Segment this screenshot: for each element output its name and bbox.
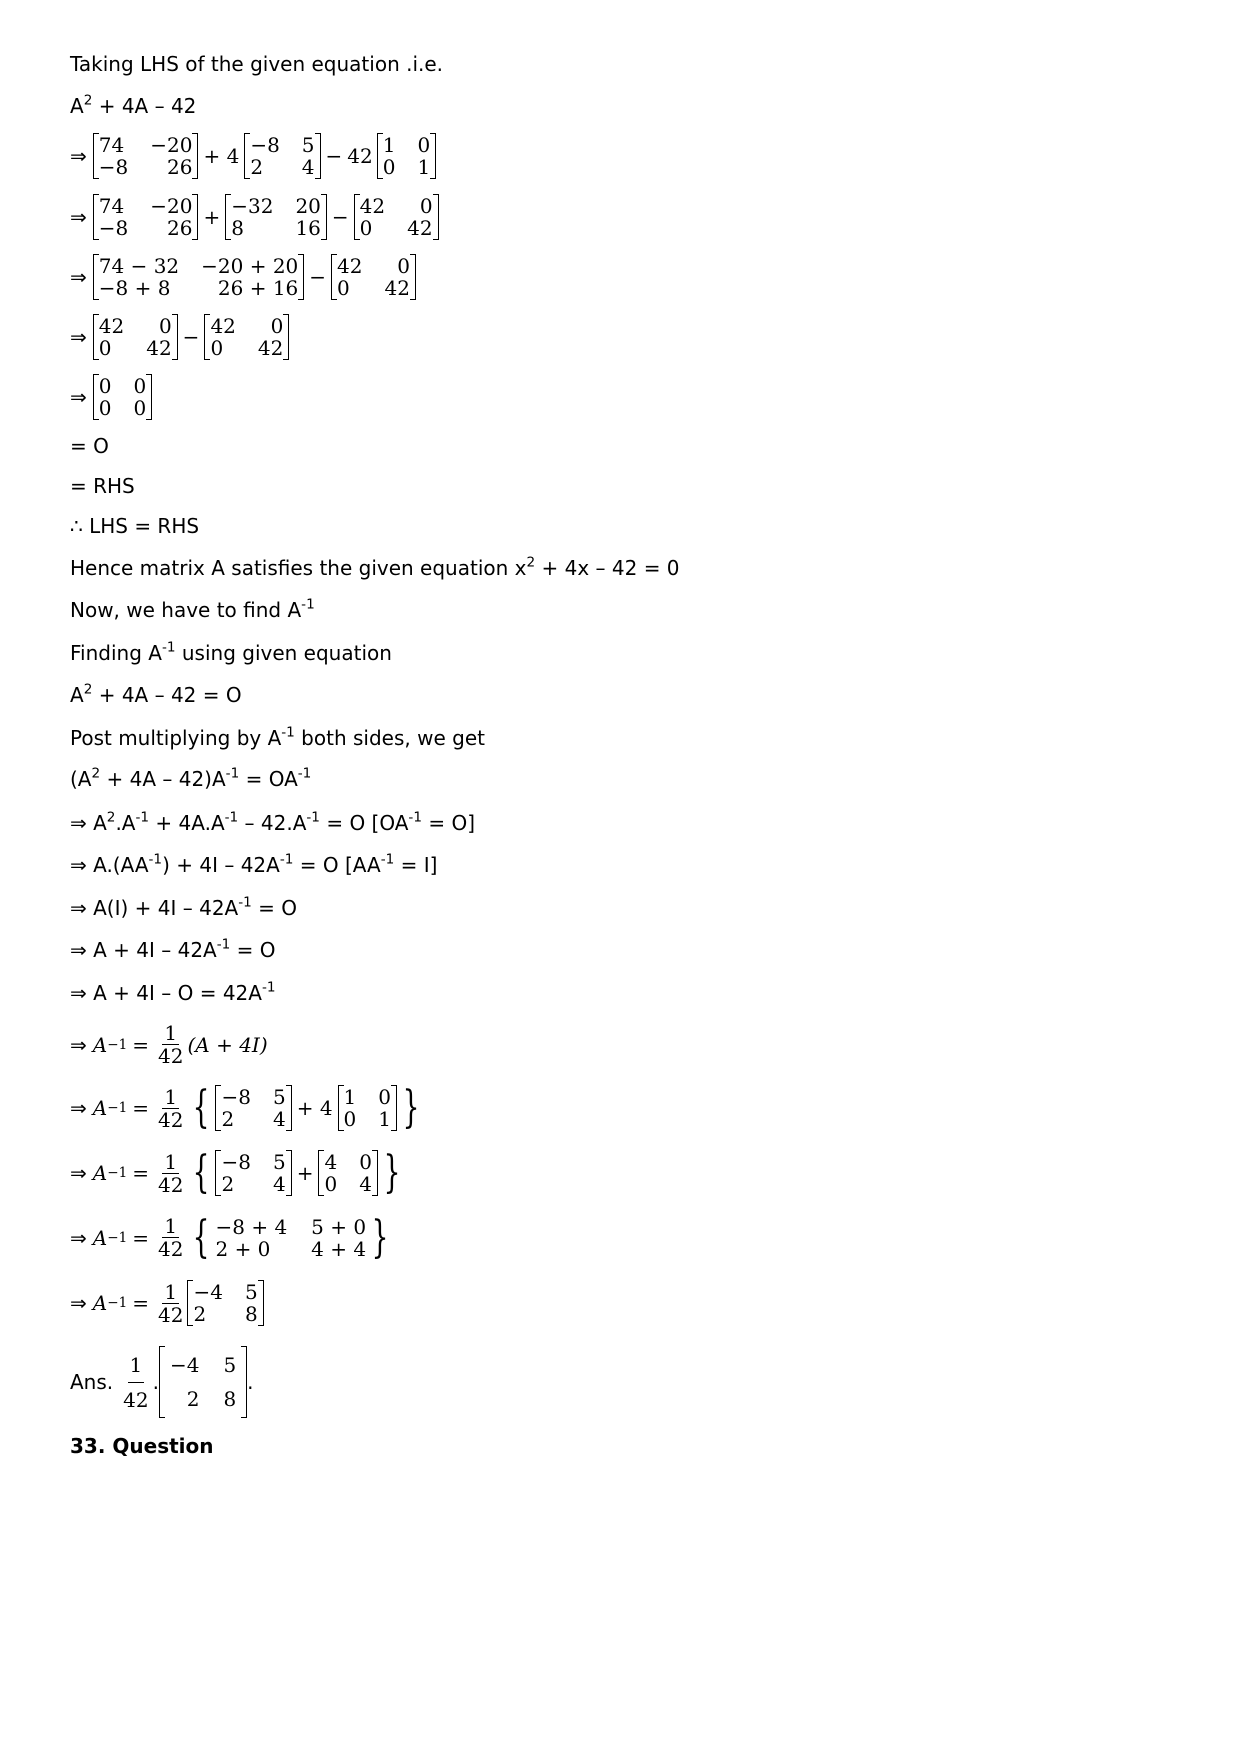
text: Finding A [70, 641, 162, 665]
matrix-cell: 42 [407, 216, 433, 240]
matrix-cell: 4 [301, 155, 315, 179]
expression: (A + 4I) [187, 1032, 268, 1057]
answer-matrix [159, 1346, 247, 1418]
product-line-4 [70, 896, 297, 920]
matrix-cell: 2 [221, 1172, 235, 1196]
text: = O] [421, 811, 476, 835]
variable-A: A [92, 1161, 108, 1185]
therefore-line [70, 514, 199, 538]
matrix-I [377, 133, 436, 179]
superscript: -1 [380, 851, 395, 868]
matrix-cell: 42 [359, 194, 386, 218]
step-3 [70, 254, 416, 300]
superscript: -1 [279, 851, 294, 868]
matrix-cell: 42 [146, 336, 172, 360]
step-4 [70, 314, 289, 360]
matrix-42I [331, 254, 416, 300]
matrix-42I [93, 314, 178, 360]
operator: = [132, 1032, 150, 1057]
matrix-cell: 2 + 0 [215, 1236, 271, 1261]
text: ∴ LHS = RHS [70, 514, 200, 538]
operator: = [132, 1161, 150, 1185]
matrix-cell: 8 [223, 1387, 237, 1411]
variable-A: A [92, 1096, 108, 1120]
text: Post multiplying by A [70, 726, 282, 750]
numerator: 1 [128, 1348, 145, 1383]
numerator: 1 [164, 1214, 178, 1238]
matrix-cell: −20 [150, 194, 193, 218]
text: ⇒ A + 4I – O = 42A [70, 981, 262, 1005]
numerator: 1 [164, 1021, 178, 1045]
implies-arrow: ⇒ [70, 325, 87, 349]
fraction [158, 1086, 183, 1131]
fraction [158, 1215, 183, 1260]
right-brace: } [383, 1147, 401, 1198]
matrix-cell: 5 [301, 133, 315, 157]
step-1 [70, 133, 436, 179]
inverse-step-2: ⇒ A −1 = $\frac{1}{42}$ { −8 5 2 4 + 4 1 0 0 1 } [70, 1082, 420, 1133]
implies-arrow: ⇒ [70, 1225, 87, 1250]
inverse-step-1: ⇒ A −1 = $\frac{1}{42}$ (A + 4I) [70, 1021, 268, 1068]
text: + 4A.A [149, 811, 225, 835]
superscript: 2 [91, 765, 101, 782]
operator: − [182, 325, 200, 349]
denominator: 42 [158, 1172, 184, 1197]
superscript: -1 [238, 894, 252, 911]
matrix-cell: 0 [419, 194, 433, 218]
implies-arrow: ⇒ [70, 1032, 87, 1057]
text: ⇒ A [70, 811, 107, 835]
implies-arrow: ⇒ [70, 1096, 87, 1120]
matrix-cell: 4 [272, 1172, 286, 1196]
matrix-cell: 2 [221, 1107, 235, 1131]
denominator: 42 [158, 1237, 184, 1261]
superscript: -1 [408, 809, 422, 826]
matrix-cell: 42 [384, 276, 410, 300]
superscript: -1 [281, 724, 295, 741]
matrix-cell: 2 [186, 1387, 200, 1411]
product-line-6 [70, 981, 276, 1005]
matrix-4A [225, 194, 327, 240]
equals-rhs-line [70, 474, 135, 498]
text: + 4A – 42 [92, 94, 197, 118]
matrix-cell: 0 [270, 314, 284, 338]
answer-line [70, 1346, 254, 1418]
question-heading [70, 1434, 214, 1458]
matrix-cell: 74 [98, 133, 125, 157]
matrix-cell: 5 [272, 1150, 286, 1174]
text: + 4A – 42)A [100, 767, 226, 791]
operator: + 4 [296, 1096, 333, 1120]
matrix-cell: 8 [231, 216, 244, 240]
step-2 [70, 194, 439, 240]
now-line [70, 598, 315, 622]
superscript: -1 [225, 765, 240, 782]
equals-o-line [70, 434, 109, 458]
numerator: 1 [164, 1279, 178, 1304]
left-brace: { [193, 1082, 210, 1133]
post-multiply-line [70, 726, 485, 750]
superscript: 2 [526, 554, 536, 571]
matrix-cell: 0 [343, 1107, 357, 1131]
matrix-cell: 1 [417, 155, 431, 179]
denominator: 42 [158, 1044, 184, 1068]
text: – 42.A [238, 811, 307, 835]
left-brace: { [193, 1147, 210, 1198]
inverse-step-3: ⇒ A −1 = $\frac{1}{42}$ { −8 5 2 4 + 4 0 0 4 } [70, 1147, 401, 1198]
intro-line [70, 52, 443, 76]
matrix-cell: 0 [210, 336, 224, 360]
matrix-cell: 4 [359, 1172, 372, 1196]
matrix-cell: −8 [98, 155, 129, 179]
matrix-cell: 74 [98, 194, 125, 218]
text: ⇒ A(I) + 4I – 42A [70, 896, 239, 920]
superscript: -1 [306, 809, 320, 826]
denominator: 42 [158, 1302, 184, 1327]
matrix-cell: 1 [343, 1085, 357, 1109]
superscript: 2 [83, 92, 93, 109]
matrix-cell: 74 − 32 [98, 254, 180, 278]
text: = I] [394, 853, 438, 877]
text: (A [70, 767, 92, 791]
text: A [70, 683, 84, 707]
text: = RHS [70, 474, 135, 498]
sum-grid [215, 1216, 366, 1260]
text: ) + 4I – 42A [162, 853, 280, 877]
dot: . [152, 1370, 159, 1394]
matrix-cell: 5 [272, 1085, 286, 1109]
matrix-42I [204, 314, 289, 360]
text: = O [OA [319, 811, 409, 835]
product-line-3 [70, 853, 437, 877]
operator: + [296, 1161, 314, 1185]
matrix-cell: 2 [193, 1302, 207, 1326]
operator: = [132, 1225, 150, 1250]
matrix-cell: −8 + 8 [98, 276, 171, 300]
implies-arrow: ⇒ [70, 385, 87, 409]
text: ⇒ A.(AA [70, 853, 149, 877]
variable-A: A [92, 1225, 108, 1250]
matrix-cell: −4 [193, 1280, 223, 1304]
matrix-cell: −8 [250, 133, 280, 157]
matrix-cell: 5 [223, 1353, 237, 1377]
product-line-5 [70, 938, 276, 962]
matrix-cell: −20 [150, 133, 193, 157]
variable-A: A [92, 1032, 108, 1057]
matrix-cell: 0 [337, 276, 350, 300]
matrix-cell: 26 [167, 216, 193, 240]
text: Now, we have to find A [70, 598, 302, 622]
matrix-cell: 42 [257, 336, 284, 360]
implies-arrow: ⇒ [70, 144, 87, 168]
matrix-cell: 20 [295, 194, 321, 218]
scalar: 42 [347, 144, 373, 168]
answer-label: Ans. [70, 1370, 114, 1394]
matrix-cell: 0 [158, 314, 172, 338]
matrix-cell: 1 [378, 1107, 392, 1131]
matrix-cell: 0 [324, 1172, 338, 1196]
text: A [70, 94, 84, 118]
matrix-I [338, 1085, 397, 1131]
matrix-cell: 0 [359, 216, 373, 240]
fraction [158, 1151, 183, 1196]
matrix-4I [318, 1150, 377, 1196]
matrix-cell: 26 + 16 [217, 276, 299, 300]
superscript: -1 [161, 639, 176, 656]
matrix-cell: 16 [295, 216, 321, 240]
numerator: 1 [164, 1149, 178, 1174]
denominator: 42 [158, 1107, 184, 1132]
matrix-A-squared [93, 194, 199, 240]
text: both sides, we get [294, 726, 485, 750]
text: + 4A – 42 = O [92, 683, 242, 707]
matrix-cell: 1 [382, 133, 396, 157]
text: = OA [239, 767, 298, 791]
matrix-cell: 42 [337, 254, 363, 278]
product-line-1 [70, 767, 311, 791]
matrix-cell: 26 [167, 155, 193, 179]
matrix-cell: 4 [272, 1107, 286, 1131]
matrix-cell: 0 [382, 155, 396, 179]
finding-line [70, 641, 392, 665]
superscript: -1 [135, 809, 150, 826]
inverse-step-4: ⇒ A −1 = $\frac{1}{42}$ { −8 + 4 5 + 0 2 + 0 4 + 4 } [70, 1211, 389, 1263]
implies-arrow: ⇒ [70, 1161, 87, 1185]
fraction [158, 1281, 183, 1326]
matrix-cell: 5 [244, 1280, 258, 1304]
matrix-cell: 8 [244, 1302, 258, 1326]
implies-arrow: ⇒ [70, 205, 87, 229]
matrix-cell: 0 [397, 254, 410, 278]
matrix-cell: −8 [98, 216, 129, 240]
matrix-cell: 0 [98, 396, 112, 420]
implies-arrow: ⇒ [70, 265, 87, 289]
matrix-cell: −8 + 4 [215, 1214, 288, 1239]
matrix-A [244, 133, 320, 179]
matrix-cell: 42 [210, 314, 236, 338]
denominator: 42 [123, 1387, 149, 1412]
operator: = [132, 1291, 150, 1315]
right-brace: } [371, 1211, 389, 1263]
right-brace: } [402, 1082, 420, 1133]
operator: + [203, 205, 221, 229]
operator: − [331, 205, 349, 229]
matrix-cell: 0 [133, 374, 147, 398]
intro-text: Taking LHS of the given equation .i.e. [70, 52, 444, 76]
matrix-cell: 2 [250, 155, 264, 179]
matrix-A-squared [93, 133, 199, 179]
variable-A: A [92, 1291, 108, 1315]
matrix-A [215, 1085, 291, 1131]
operator: − [309, 265, 327, 289]
text: = O [AA [293, 853, 381, 877]
matrix-A [215, 1150, 291, 1196]
matrix-cell: −32 [231, 194, 274, 218]
operator: − [325, 144, 343, 168]
text: = O [70, 434, 109, 458]
matrix-cell: −8 [221, 1085, 251, 1109]
superscript: -1 [148, 851, 163, 868]
product-line-2 [70, 811, 475, 835]
inverse-step-5: ⇒ A −1 = $\frac{1}{42}$ −4 5 2 8 [70, 1280, 264, 1326]
matrix-result [187, 1280, 263, 1326]
period: . [247, 1370, 254, 1394]
matrix-cell: −4 [169, 1353, 200, 1377]
text: ⇒ A + 4I – 42A [70, 938, 217, 962]
superscript: -1 [224, 809, 239, 826]
superscript: -1 [297, 765, 312, 782]
matrix-cell: 0 [417, 133, 431, 157]
matrix-cell: 42 [98, 314, 125, 338]
matrix-cell: 5 + 0 [311, 1214, 367, 1239]
matrix-cell: 0 [133, 396, 147, 420]
text: Hence matrix A satisfies the given equation x [70, 556, 527, 580]
operator: + 4 [203, 144, 240, 168]
matrix-cell: 0 [378, 1085, 392, 1109]
matrix-cell: 4 + 4 [311, 1236, 367, 1261]
text: using given equation [175, 641, 392, 665]
text: + 4x – 42 = 0 [535, 556, 680, 580]
superscript: -1 [301, 596, 315, 613]
matrix-cell: 0 [98, 336, 112, 360]
matrix-42I [354, 194, 439, 240]
text: .A [115, 811, 136, 835]
implies-arrow: ⇒ [70, 1291, 87, 1315]
text: = O [230, 938, 276, 962]
superscript: -1 [216, 936, 231, 953]
fraction [123, 1348, 148, 1417]
matrix-zero [93, 374, 152, 420]
text: = O [251, 896, 298, 920]
matrix-cell: 0 [98, 374, 112, 398]
superscript: 2 [106, 809, 116, 826]
left-brace: { [193, 1211, 210, 1263]
operator: = [132, 1096, 150, 1120]
superscript: -1 [261, 979, 276, 996]
matrix-sum [93, 254, 305, 300]
matrix-cell: 4 [324, 1150, 338, 1174]
step-5 [70, 374, 152, 420]
matrix-cell: −20 + 20 [201, 254, 299, 278]
question-title: 33. Question [70, 1434, 214, 1458]
fraction [158, 1022, 183, 1067]
numerator: 1 [164, 1084, 178, 1109]
superscript: 2 [83, 681, 93, 698]
equation-line [70, 683, 242, 707]
matrix-cell: 0 [359, 1150, 372, 1174]
matrix-cell: −8 [221, 1150, 251, 1174]
hence-line [70, 556, 680, 580]
lhs-expression [70, 94, 196, 118]
